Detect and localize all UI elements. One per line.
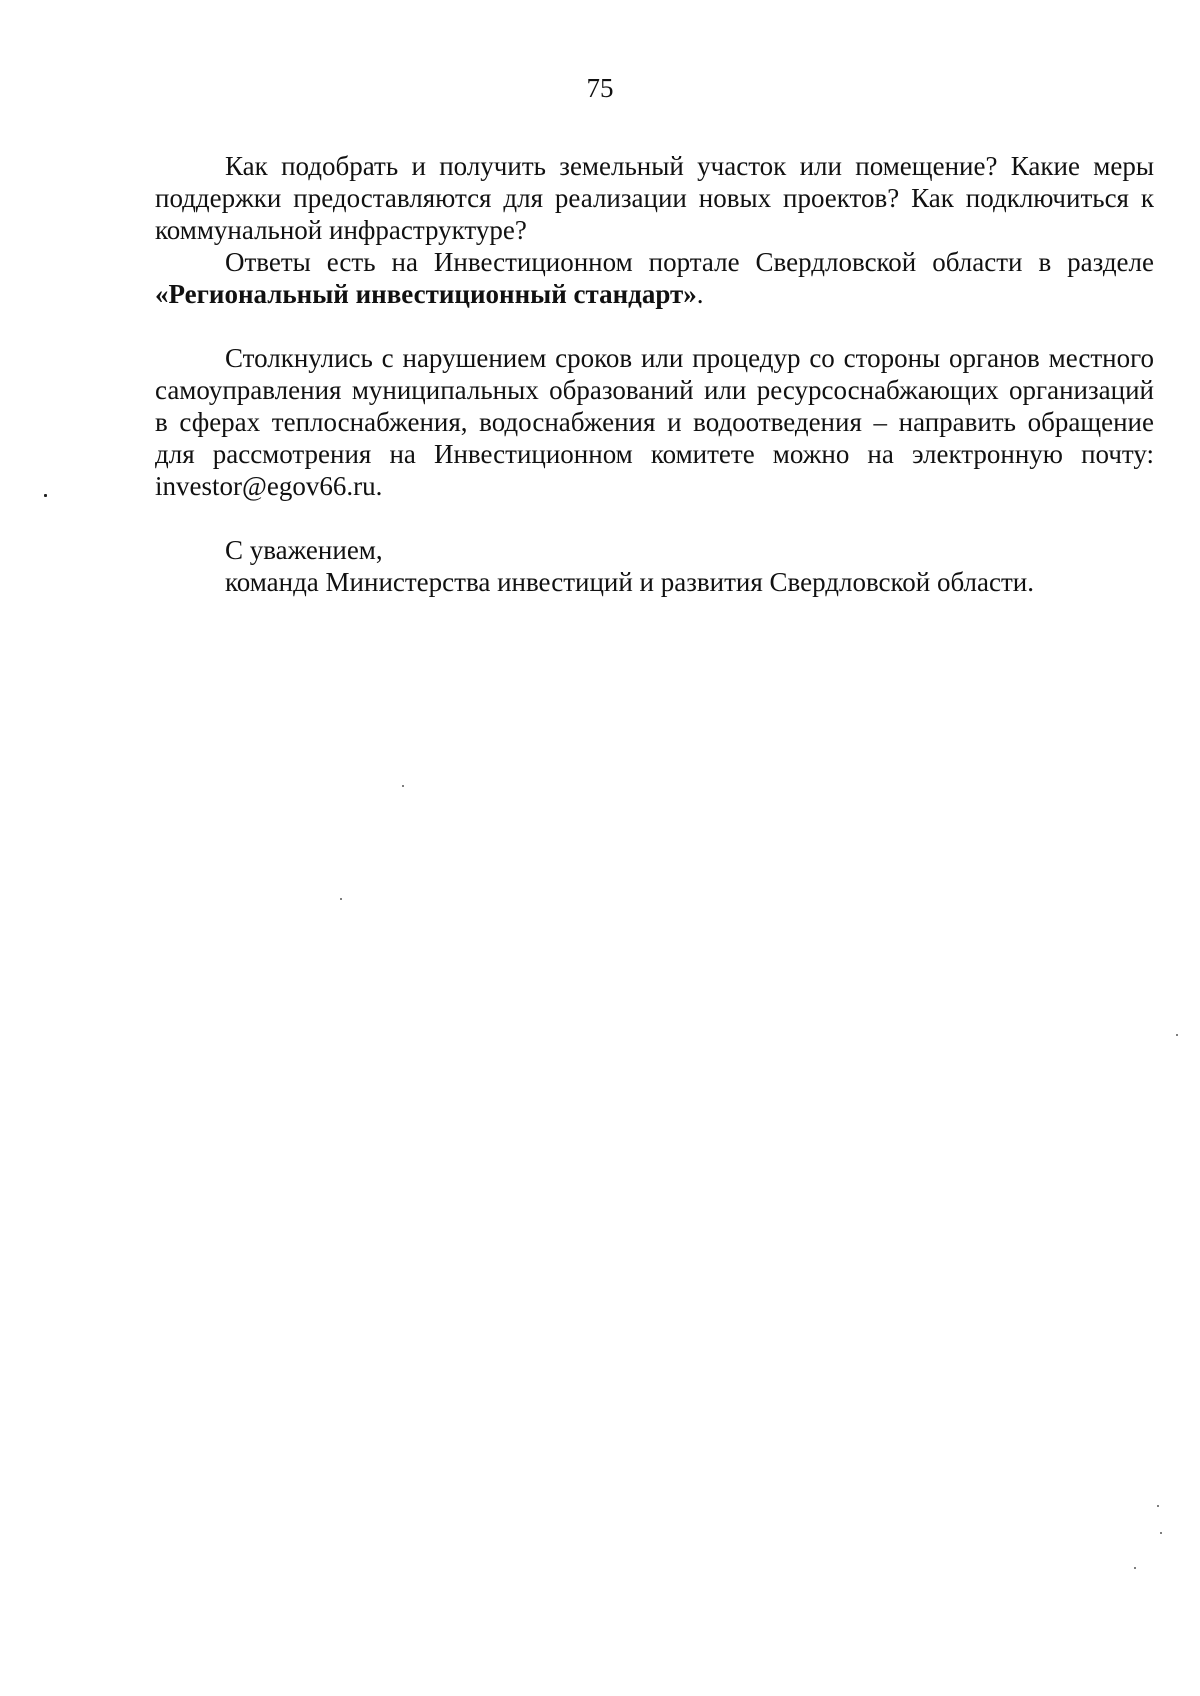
paragraph-answers	[155, 246, 1154, 310]
answers-period: .	[696, 279, 704, 309]
paragraph-spacer	[155, 310, 1154, 342]
scan-speck	[1157, 1505, 1159, 1507]
scan-speck	[44, 494, 47, 497]
paragraph-questions: Как подобрать и получить земельный участок или помещение? Какие меры поддержки предоставляются для реализации новых проектов? Как подключиться к коммунальной инфраструктуре?	[155, 151, 1154, 245]
page-number: 75	[586, 73, 614, 103]
scan-speck	[1160, 1532, 1162, 1534]
closing-signature: команда Министерства инвестиций и развития Свердловской области.	[225, 567, 1034, 597]
paragraph-spacer	[155, 502, 1154, 534]
paragraph-complaints: Столкнулись с нарушением сроков или процедур со стороны органов местного самоуправления муниципальных образований или ресурсоснабжающих организаций в сферах теплоснабжения, водоснабжения и водоотведения – направить обращение для рассмотрения на Инвестиционном комитете можно на электронную почту: investor@egov66.ru.	[155, 343, 1154, 501]
section-name-bold: «Региональный инвестиционный стандарт»	[155, 279, 697, 309]
scan-speck	[1176, 1034, 1178, 1036]
scan-speck	[340, 898, 342, 900]
answers-text: Ответы есть на Инвестиционном портале Свердловской области в разделе	[225, 247, 1154, 277]
closing-greeting: С уважением,	[225, 535, 383, 565]
scan-speck	[1134, 1567, 1136, 1569]
scan-speck	[402, 785, 404, 787]
document-body	[155, 150, 1154, 598]
